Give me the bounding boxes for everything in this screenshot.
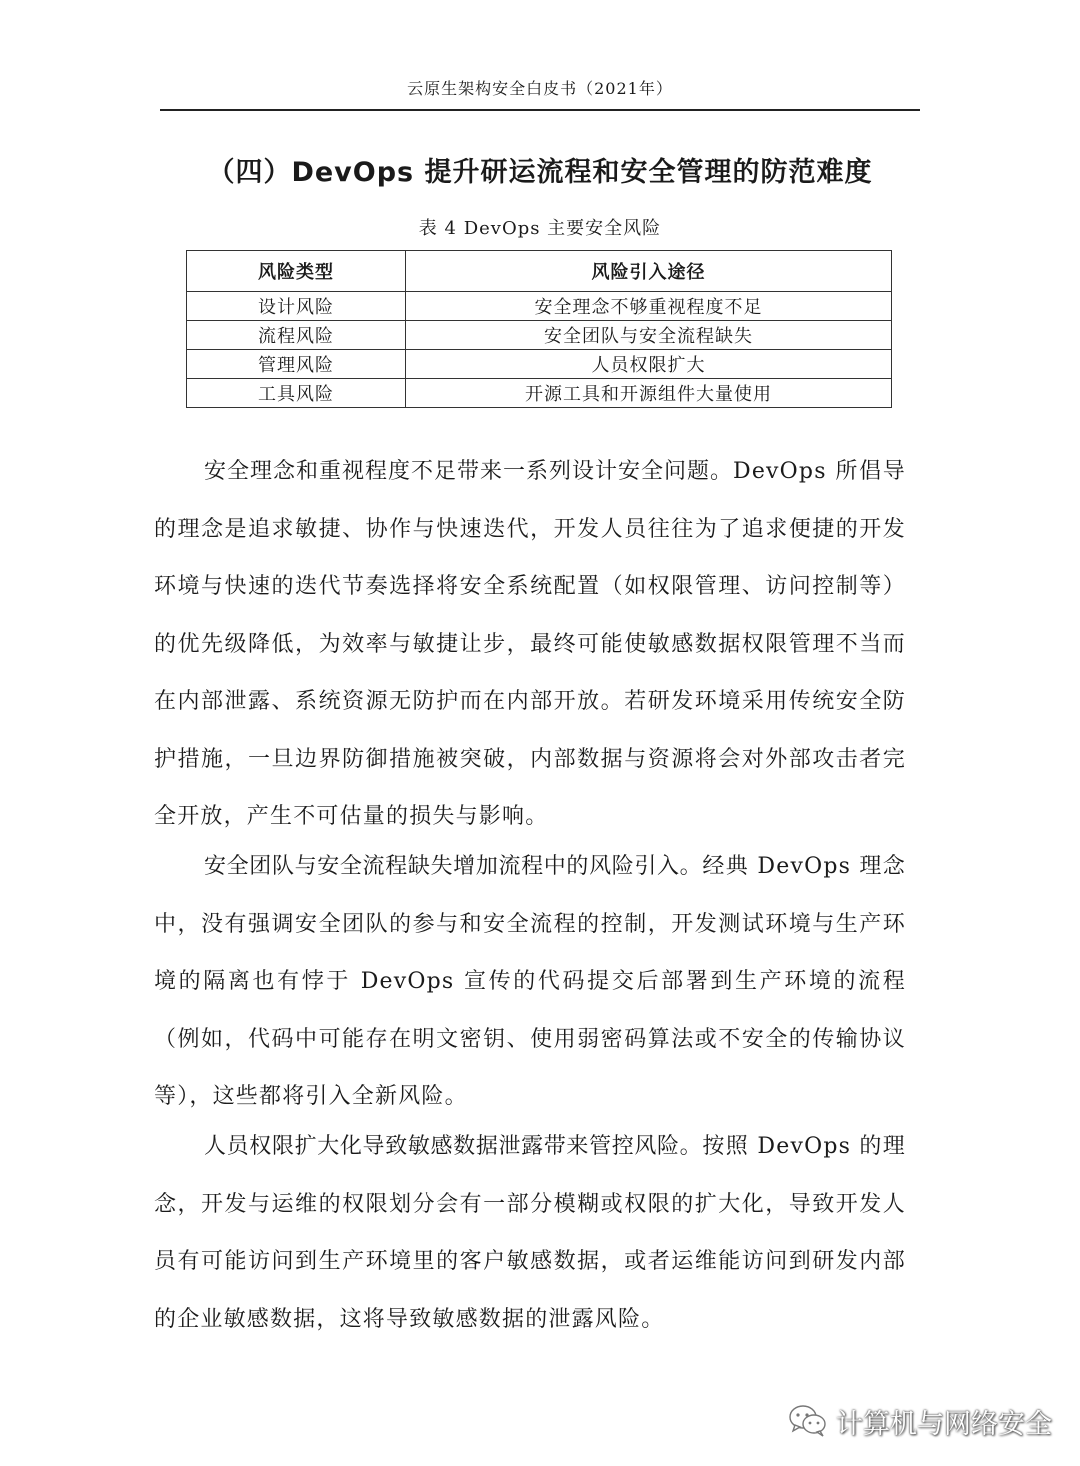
- table-row: [187, 321, 892, 350]
- table-header-row: [187, 251, 892, 292]
- table-row: [187, 350, 892, 379]
- table-caption: 表 4 DevOps 主要安全风险: [418, 218, 662, 239]
- table-cell-risk-source: 开源工具和开源组件大量使用: [406, 379, 892, 408]
- paragraph-process-risk: [154, 838, 906, 1126]
- column-header-risk-type: 风险类型: [187, 251, 406, 292]
- column-header-risk-source: 风险引入途径: [406, 251, 892, 292]
- watermark: [788, 1396, 1052, 1446]
- section-title: （四）DevOps 提升研运流程和安全管理的防范难度: [207, 157, 873, 188]
- header-rule: [160, 109, 920, 111]
- table-cell-risk-source: 安全团队与安全流程缺失: [406, 321, 892, 350]
- paragraph-text: 经典 DevOps 理念中，没有强调安全团队的参与和安全流程的控制，开发测试环境与生产环境的隔离也有悖于 DevOps 宣传的代码提交后部署到生产环境的流程（例如，代码中可能存在明文密钥、使用弱密码算法或不安全的传输协议等），这些都将引入全新风险。: [154, 854, 906, 1109]
- wechat-icon: [788, 1404, 828, 1438]
- paragraph-text: 按照 DevOps 的理念，开发与运维的权限划分会有一部分模糊或权限的扩大化，导致开发人员有可能访问到生产环境里的客户敏感数据，或者运维能访问到研发内部的企业敏感数据，这将导致敏感数据的泄露风险。: [154, 1134, 906, 1332]
- table-cell-risk-type: 流程风险: [187, 321, 406, 350]
- risk-table: [186, 250, 892, 408]
- table-cell-risk-type: 管理风险: [187, 350, 406, 379]
- paragraph-management-risk: [154, 1118, 906, 1348]
- paragraph-lead: 安全团队与安全流程缺失增加流程中的风险引入。: [204, 854, 703, 879]
- page-header: 云原生架构安全白皮书（2021年）: [407, 79, 673, 98]
- table-row: [187, 379, 892, 408]
- table-cell-risk-type: 工具风险: [187, 379, 406, 408]
- paragraph-lead: 人员权限扩大化导致敏感数据泄露带来管控风险。: [204, 1134, 703, 1159]
- table-cell-risk-type: 设计风险: [187, 292, 406, 321]
- table-cell-risk-source: 安全理念不够重视程度不足: [406, 292, 892, 321]
- paragraph-lead: 安全理念和重视程度不足带来一系列设计安全问题。: [204, 459, 733, 484]
- table-cell-risk-source: 人员权限扩大: [406, 350, 892, 379]
- paragraph-design-risk: [154, 443, 906, 846]
- table-row: [187, 292, 892, 321]
- watermark-text: 计算机与网络安全: [836, 1408, 1052, 1440]
- paragraph-text: DevOps 所倡导的理念是追求敏捷、协作与快速迭代，开发人员往往为了追求便捷的开发环境与快速的迭代节奏选择将安全系统配置（如权限管理、访问控制等）的优先级降低，为效率与敏捷让步，最终可能使敏感数据权限管理不当而在内部泄露、系统资源无防护而在内部开放。若研发环境采用传统安全防护措施，一旦边界防御措施被突破，内部数据与资源将会对外部攻击者完全开放，产生不可估量的损失与影响。: [154, 459, 906, 829]
